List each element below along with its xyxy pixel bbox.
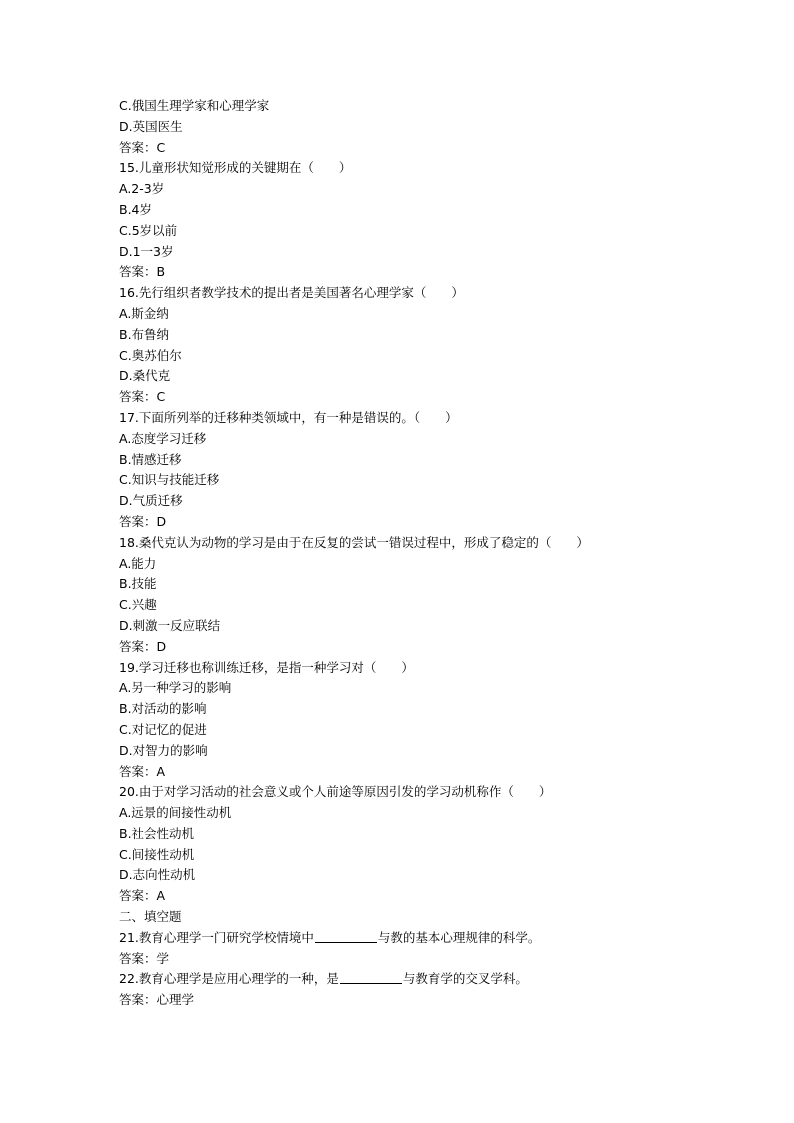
- answer-option: D.1一3岁: [119, 243, 174, 259]
- answer-option: D.刺激一反应联结: [119, 617, 221, 633]
- question-text: 15.儿童形状知觉形成的关键期在（ ）: [119, 160, 352, 176]
- answer-key: 答案：B: [119, 264, 166, 280]
- answer-option: A.能力: [119, 555, 157, 571]
- fill-in-question: [119, 928, 739, 949]
- fill-question-lead: 22.教育心理学是应用心理学的一种，是: [119, 971, 339, 987]
- answer-key: 答案：A: [119, 763, 166, 779]
- answer-option: C.奥苏伯尔: [119, 347, 182, 363]
- answer-option: A.另一种学习的影响: [119, 680, 232, 696]
- answer-option: B.社会性动机: [119, 825, 195, 841]
- answer-option: B.布鲁纳: [119, 326, 170, 342]
- answer-option: C.5岁以前: [119, 222, 178, 238]
- answer-option: D.桑代克: [119, 368, 171, 384]
- answer-key: 答案：学: [119, 950, 170, 966]
- question-text: 19.学习迁移也称训练迁移，是指一种学习对（ ）: [119, 659, 414, 675]
- answer-option: D.志向性动机: [119, 867, 196, 883]
- fill-blank: [340, 970, 402, 984]
- question-text: 20.由于对学习活动的社会意义或个人前途等原因引发的学习动机称作（ ）: [119, 784, 552, 800]
- answer-key: 答案：C: [119, 139, 166, 155]
- answer-option: A.远景的间接性动机: [119, 805, 232, 821]
- answer-option: B.情感迁移: [119, 451, 182, 467]
- answer-key: 答案：C: [119, 389, 166, 405]
- answer-option: B.技能: [119, 576, 157, 592]
- answer-option: D.英国医生: [119, 118, 183, 134]
- answer-option: A.态度学习迁移: [119, 430, 207, 446]
- section-heading: 二、填空题: [119, 909, 182, 925]
- document-page: [119, 96, 739, 1011]
- question-text: 16.先行组织者教学技术的提出者是美国著名心理学家（ ）: [119, 285, 464, 301]
- fill-question-tail: 与教育学的交叉学科。: [402, 971, 528, 987]
- answer-option: D.对智力的影响: [119, 742, 208, 758]
- answer-key: 答案：D: [119, 513, 167, 529]
- answer-option: C.知识与技能迁移: [119, 472, 220, 488]
- answer-option: C.兴趣: [119, 597, 157, 613]
- answer-key: 答案：D: [119, 638, 167, 654]
- answer-option: C.俄国生理学家和心理学家: [119, 98, 270, 113]
- fill-question-lead: 21.教育心理学一门研究学校情境中: [119, 929, 314, 945]
- answer-option: C.间接性动机: [119, 846, 195, 862]
- answer-option: B.对活动的影响: [119, 701, 207, 717]
- answer-key: 答案：A: [119, 888, 166, 904]
- answer-option: A.斯金纳: [119, 305, 169, 321]
- answer-option: C.对记忆的促进: [119, 721, 207, 737]
- fill-in-question: [119, 969, 739, 990]
- fill-blank: [315, 929, 377, 943]
- answer-option: D.气质迁移: [119, 493, 183, 509]
- answer-option: B.4岁: [119, 201, 153, 217]
- question-text: 18.桑代克认为动物的学习是由于在反复的尝试一错误过程中，形成了稳定的（ ）: [119, 534, 589, 550]
- answer-key: 答案：心理学: [119, 992, 195, 1008]
- fill-question-tail: 与教的基本心理规律的科学。: [377, 929, 541, 945]
- question-text: 17.下面所列举的迁移种类领域中，有一种是错误的。（ ）: [119, 409, 458, 425]
- answer-option: A.2-3岁: [119, 181, 165, 197]
